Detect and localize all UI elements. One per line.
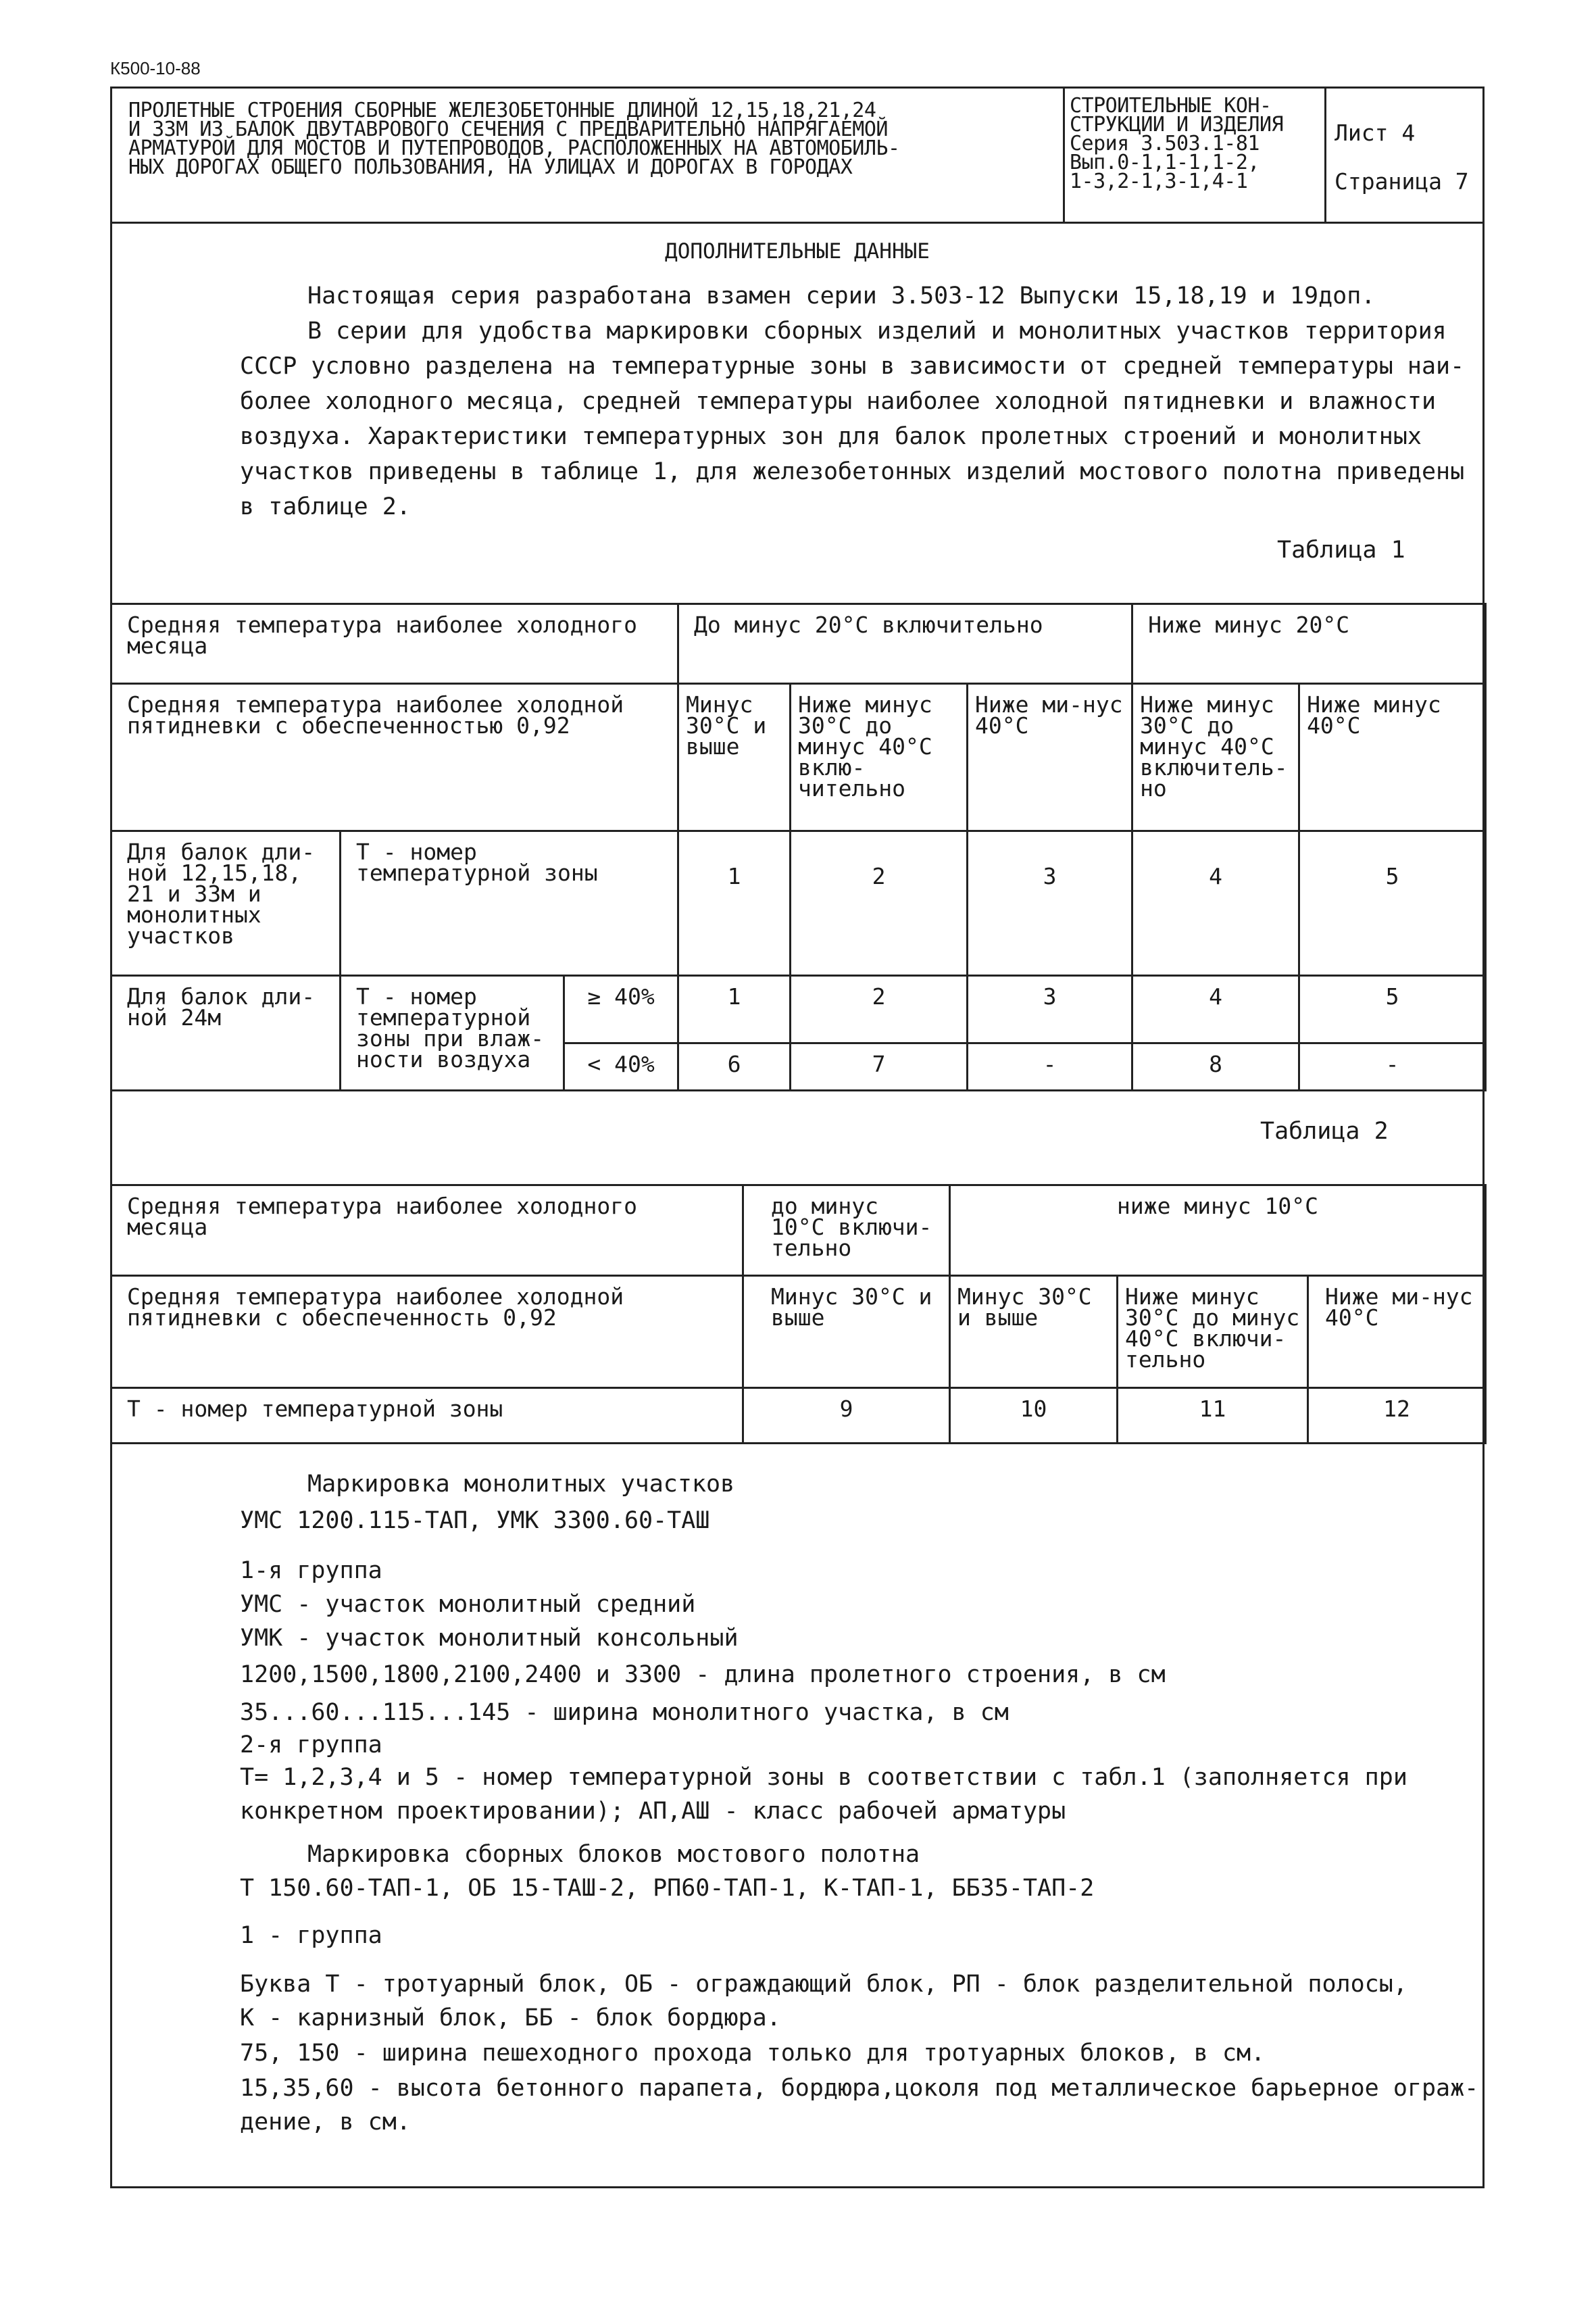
table-cell: 3 [968, 831, 1132, 976]
table-cell: 2 [791, 831, 968, 976]
table-cell: 5 [1299, 976, 1486, 1043]
project-title [128, 101, 1054, 177]
table-cell: 7 [791, 1043, 968, 1091]
marking-line: Т 150.60-ТАП-1, ОБ 15-ТАШ-2, РП60-ТАП-1, К-ТАП-1, ББ35-ТАП-2 [240, 1875, 1095, 1902]
table-cell: Минус 30°С и выше [743, 1276, 950, 1388]
marking-line: Т= 1,2,3,4 и 5 - номер температурной зоны в соответствии с табл.1 (заполняется при [240, 1764, 1407, 1791]
table-cell: 8 [1132, 1043, 1299, 1091]
table-cell: 6 [678, 1043, 791, 1091]
table-cell: 2 [791, 976, 968, 1043]
series-line: 1-3,2-1,3-1,4-1 [1070, 170, 1248, 193]
table-cell: Ниже ми-нус 40°С [1308, 1276, 1486, 1388]
table1-label: Таблица 1 [1277, 537, 1405, 564]
marking-line: Буква Т - тротуарный блок, ОБ - ограждающий блок, РП - блок разделительной полосы, [240, 1971, 1407, 1998]
table-cell: 1 [678, 831, 791, 976]
project-title-line: НЫХ ДОРОГАХ ОБЩЕГО ПОЛЬЗОВАНИЯ, НА УЛИЦАХ И ДОРОГАХ В ГОРОДАХ [128, 155, 853, 179]
table-cell: Ниже минус 40°С [1299, 684, 1486, 831]
series-info [1070, 94, 1321, 193]
section-title: ДОПОЛНИТЕЛЬНЫЕ ДАННЫЕ [665, 239, 930, 264]
series-line: СТРУКЦИИ И ИЗДЕЛИЯ [1070, 113, 1284, 137]
temperature-zone-table-2 [110, 1184, 1487, 1444]
table-cell: Средняя температура наиболее холодного месяца [111, 1185, 743, 1276]
table-cell: ≥ 40% [564, 976, 678, 1043]
table-cell: 12 [1308, 1388, 1486, 1444]
marking-line: 15,35,60 - высота бетонного парапета, бордюра,цоколя под металлическое барьерное ограж- [240, 2075, 1479, 2102]
table-row [111, 1276, 1486, 1388]
table-cell: 10 [950, 1388, 1118, 1444]
title-block-separator [1324, 87, 1326, 222]
marking-line: Маркировка сборных блоков мостового полотна [307, 1841, 920, 1868]
marking-line: дение, в см. [240, 2109, 411, 2136]
table-cell: - [968, 1043, 1132, 1091]
marking-line: 35...60...115...145 - ширина монолитного участка, в см [240, 1699, 1009, 1726]
table-cell: Минус 30°С и выше [950, 1276, 1118, 1388]
title-block-divider [110, 222, 1485, 224]
table-cell: 1 [678, 976, 791, 1043]
table-cell: 4 [1132, 976, 1299, 1043]
table-cell: 3 [968, 976, 1132, 1043]
intro-line: СССР условно разделена на температурные зоны в зависимости от средней температуры наи- [240, 353, 1465, 380]
table-cell: Ниже ми-нус 40°С [968, 684, 1132, 831]
marking-line: 75, 150 - ширина пешеходного прохода только для тротуарных блоков, в см. [240, 2040, 1266, 2067]
table-cell: до минус 10°С включи-тельно [743, 1185, 950, 1276]
table-cell: Т - номер температурной зоны при влаж-ности воздуха [341, 976, 564, 1091]
table-cell: Для балок дли-ной 12,15,18, 21 и 33м и монолитных участков [111, 831, 341, 976]
table-cell: - [1299, 1043, 1486, 1091]
table-cell: Ниже минус 30°С до минус 40°С включитель-но [1132, 684, 1299, 831]
intro-line: в таблице 2. [240, 493, 411, 520]
table-row [111, 604, 1486, 684]
series-line: Серия 3.503.1-81 [1070, 132, 1260, 155]
title-block-separator [1063, 87, 1065, 222]
table-cell: Средняя температура наиболее холодного месяца [111, 604, 678, 684]
table-row [111, 684, 1486, 831]
table-cell: 5 [1299, 831, 1486, 976]
sheet-number: Лист 4 [1335, 120, 1416, 146]
table-row [111, 1388, 1486, 1444]
marking-line: 2-я группа [240, 1731, 382, 1758]
table-cell: Т - номер температурной зоны [341, 831, 678, 976]
table-cell: Для балок дли-ной 24м [111, 976, 341, 1091]
table-row [111, 976, 1486, 1043]
table-cell: 4 [1132, 831, 1299, 976]
project-title-line: ПРОЛЕТНЫЕ СТРОЕНИЯ СБОРНЫЕ ЖЕЛЕЗОБЕТОННЫЕ ДЛИНОЙ 12,15,18,21,24 [128, 99, 876, 122]
table-cell: Ниже минус 20°С [1132, 604, 1486, 684]
intro-line: участков приведены в таблице 1, для железобетонных изделий мостового полотна приведены [240, 458, 1465, 485]
series-line: СТРОИТЕЛЬНЫЕ КОН- [1070, 94, 1272, 118]
marking-line: 1200,1500,1800,2100,2400 и 3300 - длина пролетного строения, в см [240, 1661, 1166, 1688]
marking-line: УМС - участок монолитный средний [240, 1591, 696, 1618]
document-code: К500-10-88 [110, 58, 201, 78]
table-cell: < 40% [564, 1043, 678, 1091]
intro-line: воздуха. Характеристики температурных зон для балок пролетных строений и монолитных [240, 423, 1422, 450]
marking-line: 1 - группа [240, 1922, 382, 1949]
intro-line: В серии для удобства маркировки сборных изделий и монолитных участков территория [307, 318, 1447, 345]
page-number: Страница 7 [1335, 168, 1469, 195]
temperature-zone-table-1 [110, 603, 1487, 1091]
table-cell: 9 [743, 1388, 950, 1444]
table-row [111, 831, 1486, 976]
table-cell: Ниже минус 30°С до минус 40°С включи-тельно [1118, 1276, 1308, 1388]
table-cell: Минус 30°С и выше [678, 684, 791, 831]
table-cell: Т - номер температурной зоны [111, 1388, 743, 1444]
marking-line: Маркировка монолитных участков [307, 1471, 735, 1498]
intro-line: более холодного месяца, средней температуры наиболее холодной пятидневки и влажности [240, 388, 1437, 415]
table-cell: ниже минус 10°С [950, 1185, 1486, 1276]
series-line: Вып.0-1,1-1,1-2, [1070, 151, 1260, 174]
project-title-line: И 33М ИЗ БАЛОК ДВУТАВРОВОГО СЕЧЕНИЯ С ПРЕДВАРИТЕЛЬНО НАПРЯГАЕМОЙ [128, 118, 888, 141]
table2-label: Таблица 2 [1260, 1118, 1389, 1145]
intro-line: Настоящая серия разработана взамен серии 3.503-12 Выпуски 15,18,19 и 19доп. [307, 282, 1376, 310]
marking-line: конкретном проектировании); АП,АШ - класс рабочей арматуры [240, 1798, 1066, 1825]
table-cell: Средняя температура наиболее холодной пятидневки с обеспеченностью 0,92 [111, 684, 678, 831]
table-cell: Средняя температура наиболее холодной пятидневки с обеспеченность 0,92 [111, 1276, 743, 1388]
project-title-line: АРМАТУРОЙ ДЛЯ МОСТОВ И ПУТЕПРОВОДОВ, РАСПОЛОЖЕННЫХ НА АВТОМОБИЛЬ- [128, 137, 900, 160]
marking-line: 1-я группа [240, 1557, 382, 1584]
marking-line: К - карнизный блок, ББ - блок бордюра. [240, 2004, 781, 2032]
marking-line: УМС 1200.115-ТАП, УМК 3300.60-ТАШ [240, 1507, 710, 1534]
table-cell: 11 [1118, 1388, 1308, 1444]
table-cell: Ниже минус 30°С до минус 40°С вклю-чительно [791, 684, 968, 831]
table-row [111, 1185, 1486, 1276]
marking-line: УМК - участок монолитный консольный [240, 1625, 739, 1652]
table-cell: До минус 20°С включительно [678, 604, 1132, 684]
